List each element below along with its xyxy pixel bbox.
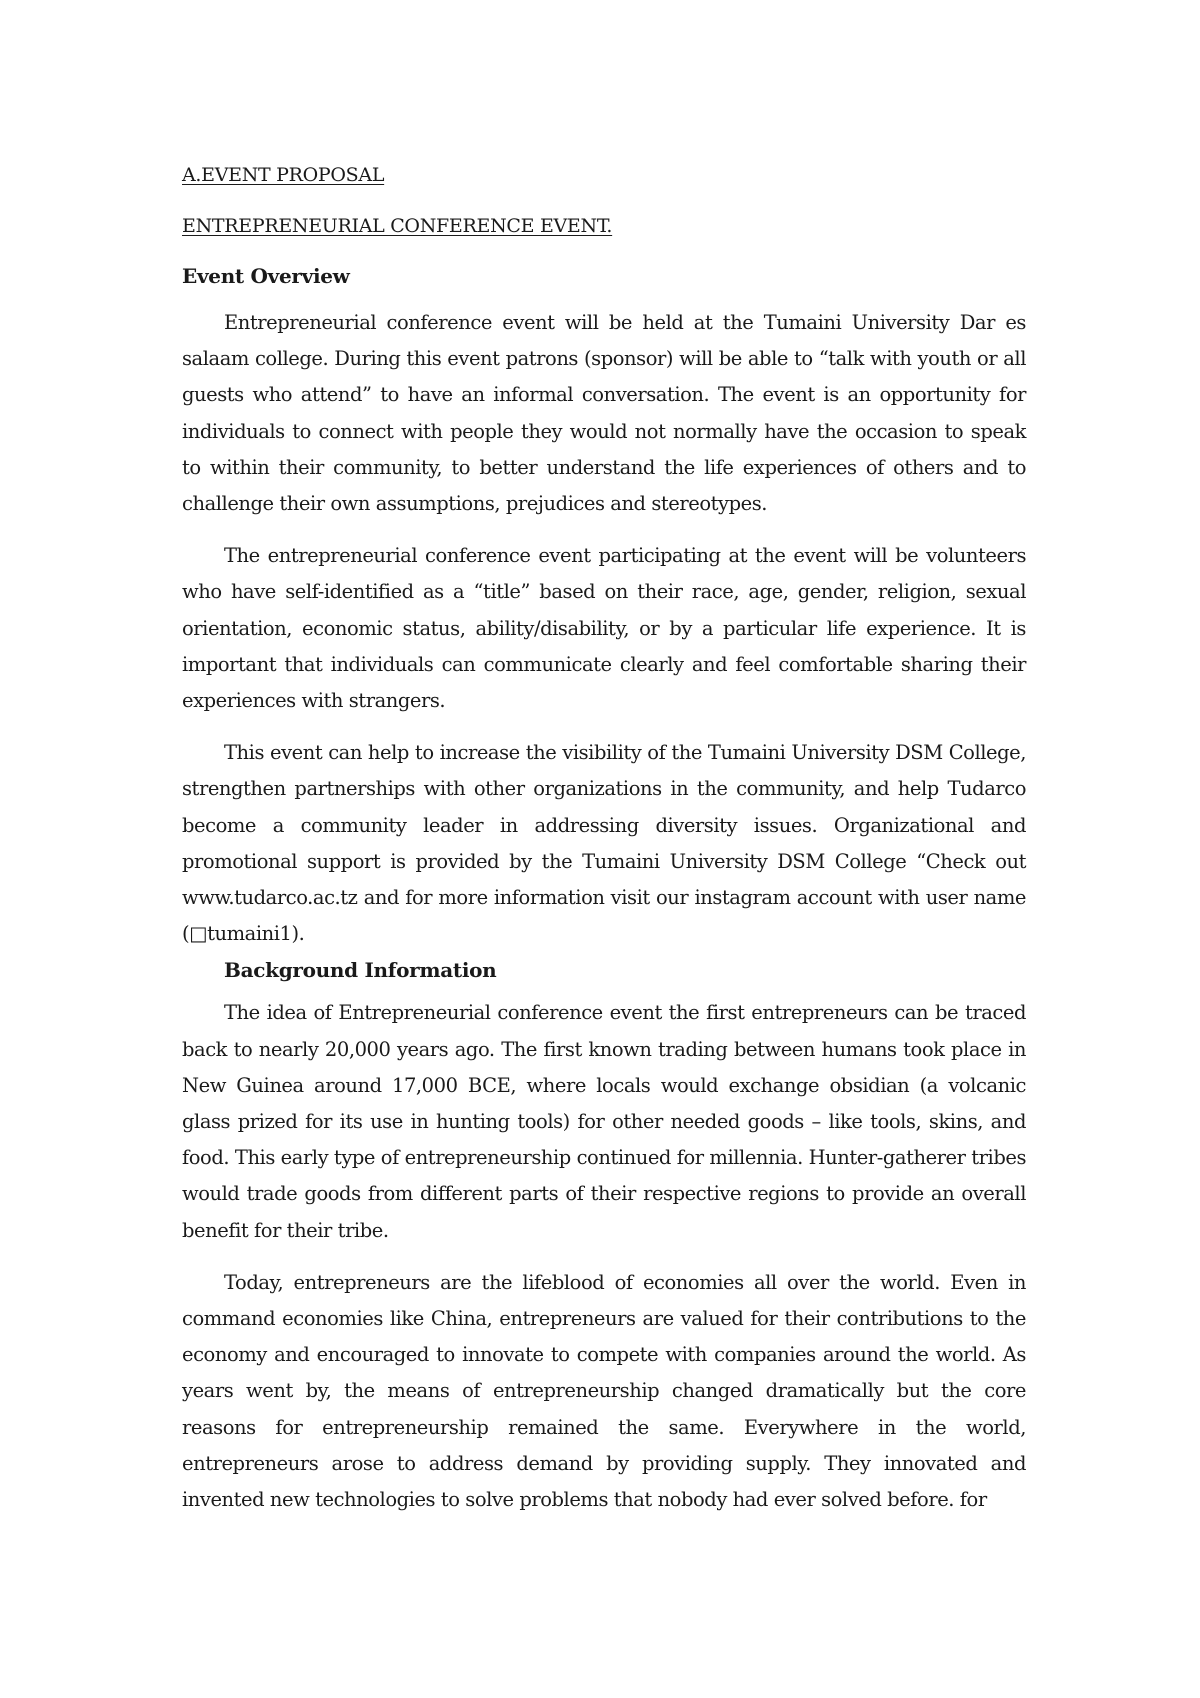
background-information-title: Background Information xyxy=(224,958,497,983)
proposal-heading: A.EVENT PROPOSAL xyxy=(182,164,385,186)
document-page xyxy=(182,162,1026,1518)
overview-paragraph-2: The entrepreneurial conference event participating at the event will be volunteers who have self-identified as a “title” based on their race, age, gender, religion, sexual orientation, economic status, ability/disability, or by a particular life experience. It is important that individuals can communicate clearly and feel comfortable sharing their experiences with strangers. xyxy=(182,544,1026,713)
overview-paragraph-1: Entrepreneurial conference event will be held at the Tumaini University Dar es salaam college. During this event patrons (sponsor) will be able to “talk with youth or all guests who attend” to have an informal conversation. The event is an opportunity for individuals to connect with people they would not normally have the occasion to speak to within their community, to better understand the life experiences of others and to challenge their own assumptions, prejudices and stereotypes. xyxy=(182,311,1026,516)
overview-paragraph-3: This event can help to increase the visibility of the Tumaini University DSM College, strengthen partnerships with other organizations in the community, and help Tudarco become a community leader in addressing diversity issues. Organizational and promotional support is provided by the Tumaini University DSM College “Check out www.tudarco.ac.tz and for more information visit our instagram account with user name (□tumaini1). xyxy=(182,741,1026,946)
background-paragraph-1: The idea of Entrepreneurial conference event the first entrepreneurs can be traced back to nearly 20,000 years ago. The first known trading between humans took place in New Guinea around 17,000 BCE, where locals would exchange obsidian (a volcanic glass prized for its use in hunting tools) for other needed goods – like tools, skins, and food. This early type of entrepreneurship continued for millennia. Hunter-gatherer tribes would trade goods from different parts of their respective regions to provide an overall benefit for their tribe. xyxy=(182,1001,1026,1242)
event-title-heading: ENTREPRENEURIAL CONFERENCE EVENT. xyxy=(182,215,613,237)
background-paragraph-2: Today, entrepreneurs are the lifeblood of economies all over the world. Even in command economies like China, entrepreneurs are valued for their contributions to the economy and encouraged to innovate to compete with companies around the world. As years went by, the means of entrepreneurship changed dramatically but the core reasons for entrepreneurship remained the same. Everywhere in the world, entrepreneurs arose to address demand by providing supply. They innovated and invented new technologies to solve problems that nobody had ever solved before. for xyxy=(182,1270,1026,1512)
event-overview-title: Event Overview xyxy=(182,264,350,288)
